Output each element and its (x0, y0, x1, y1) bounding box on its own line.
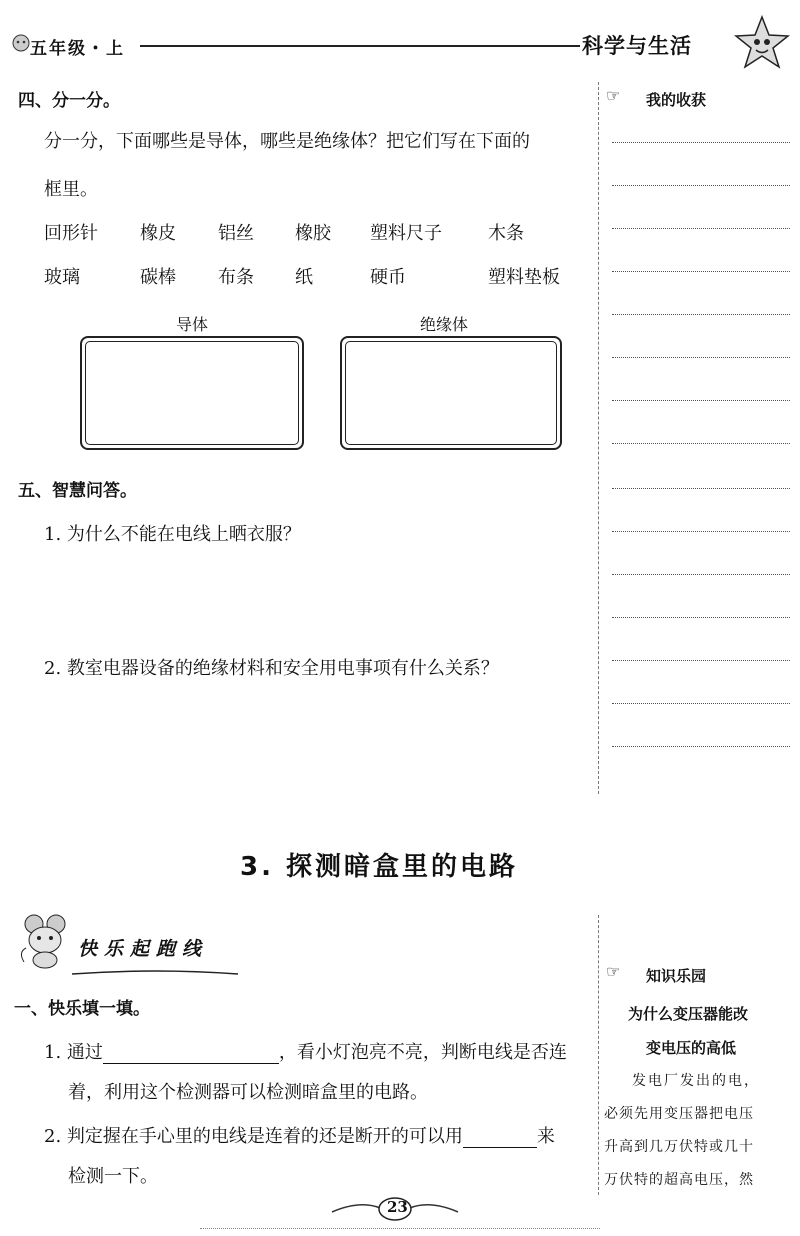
question-text: 来 (536, 1126, 555, 1147)
header-rule (140, 45, 580, 47)
material-word: 铝丝 (218, 223, 254, 244)
writing-line[interactable] (612, 660, 790, 661)
article-title: 变电压的高低 (646, 1039, 737, 1057)
section-heading-1: 一、快乐填一填。 (14, 999, 150, 1019)
writing-line[interactable] (612, 357, 790, 358)
writing-line[interactable] (612, 574, 790, 575)
sidebar-title-knowledge: 知识乐园 (646, 967, 707, 985)
question-1: 1. 为什么不能在电线上晒衣服？ (44, 524, 301, 545)
material-word: 橡胶 (295, 223, 331, 244)
conductor-answer-box[interactable] (80, 336, 304, 450)
writing-line[interactable] (612, 271, 790, 272)
material-word: 木条 (488, 223, 524, 244)
fill-question-2 (44, 1122, 555, 1148)
writing-line[interactable] (612, 703, 790, 704)
writing-line[interactable] (612, 142, 790, 143)
mouse-mascot-icon (14, 912, 74, 970)
writing-line[interactable] (612, 531, 790, 532)
material-word: 碳棒 (140, 267, 176, 288)
conductor-box-label: 导体 (176, 315, 209, 334)
material-word: 塑料垫板 (488, 267, 560, 288)
article-text: 万伏特的超高电压，然 (604, 1172, 754, 1188)
instruction-line: 框里。 (44, 179, 98, 200)
answer-blank[interactable] (463, 1126, 537, 1148)
fill-question-1-line2: 着，利用这个检测器可以检测暗盒里的电路。 (68, 1082, 428, 1103)
insulator-box-label: 绝缘体 (420, 315, 469, 334)
page-number: 23 (387, 1198, 408, 1216)
pointing-hand-icon: ☞ (606, 86, 621, 105)
material-word: 玻璃 (44, 267, 80, 288)
writing-line[interactable] (612, 443, 790, 444)
pointing-hand-icon: ☞ (606, 962, 621, 981)
material-word: 回形针 (44, 223, 98, 244)
writing-line[interactable] (612, 746, 790, 747)
writing-line[interactable] (612, 185, 790, 186)
writing-line[interactable] (612, 400, 790, 401)
answer-area[interactable] (44, 685, 584, 785)
article-title: 为什么变压器能改 (628, 1005, 749, 1023)
grade-label: 五年级・上 (30, 39, 125, 59)
answer-area[interactable] (44, 550, 584, 640)
sidebar-title-harvest: 我的收获 (646, 91, 707, 109)
writing-line[interactable] (612, 617, 790, 618)
material-word: 纸 (295, 267, 313, 288)
brand-title: 科学与生活 (582, 34, 692, 58)
article-text: 发电厂发出的电， (632, 1073, 760, 1089)
mascot-icon (10, 32, 32, 52)
question-2: 2. 教室电器设备的绝缘材料和安全用电事项有什么关系？ (44, 658, 499, 679)
writing-line[interactable] (612, 314, 790, 315)
sidebar-divider (598, 915, 599, 1195)
section-heading-4: 四、分一分。 (18, 91, 120, 111)
banner-underline (70, 962, 240, 981)
fill-question-2-line2: 检测一下。 (68, 1166, 158, 1187)
instruction-line: 分一分，下面哪些是导体，哪些是绝缘体？把它们写在下面的 (44, 131, 530, 152)
material-word: 橡皮 (140, 223, 176, 244)
material-word: 硬币 (370, 267, 406, 288)
section-heading-5: 五、智慧问答。 (18, 481, 137, 501)
lesson-title: 3. 探测暗盒里的电路 (240, 852, 519, 882)
answer-blank[interactable] (103, 1042, 279, 1064)
insulator-answer-box[interactable] (340, 336, 562, 450)
question-text: 2. 判定握在手心里的电线是连着的还是断开的可以用 (44, 1126, 463, 1147)
material-word: 塑料尺子 (370, 223, 442, 244)
material-word: 布条 (218, 267, 254, 288)
article-text: 必须先用变压器把电压 (604, 1106, 754, 1122)
star-mascot-icon (733, 14, 791, 72)
sidebar-divider (598, 82, 599, 794)
question-text: 1. 通过 (44, 1042, 103, 1063)
writing-line[interactable] (612, 488, 790, 489)
fill-question-1 (44, 1038, 567, 1064)
footer-rule (200, 1228, 600, 1229)
question-text: ，看小灯泡亮不亮，判断电线是否连 (278, 1042, 567, 1063)
article-text: 升高到几万伏特或几十 (604, 1139, 754, 1155)
banner-title: 快乐起跑线 (78, 938, 209, 960)
writing-line[interactable] (612, 228, 790, 229)
